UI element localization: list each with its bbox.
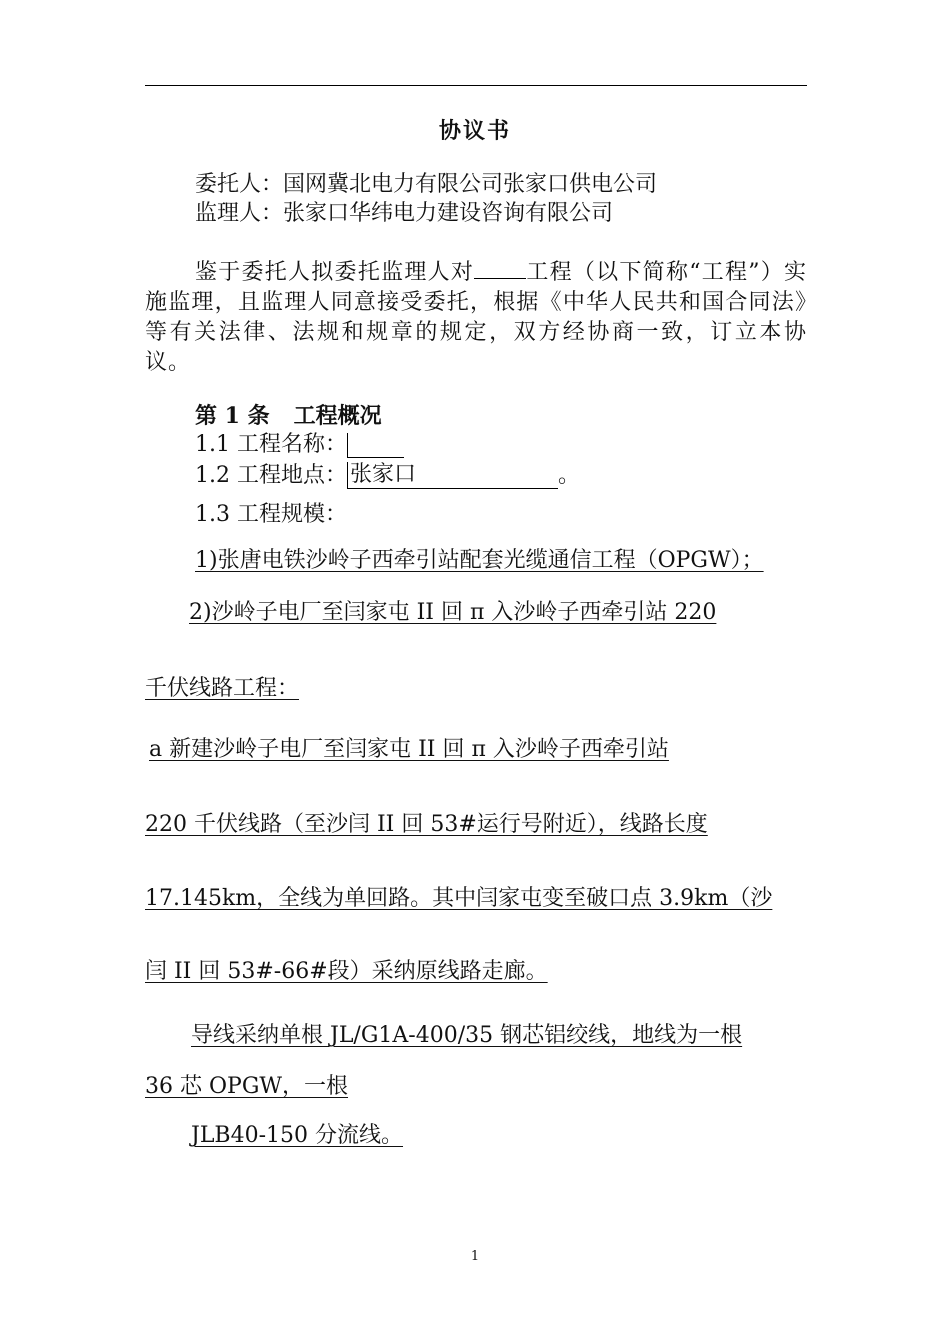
scope-line-9: 36 芯 OPGW，一根 bbox=[145, 1074, 349, 1099]
scope-line-10: JLB40-150 分流线。 bbox=[191, 1123, 404, 1148]
project-location-field bbox=[347, 462, 558, 489]
client-label: 委托人： bbox=[195, 172, 284, 197]
item-1-3-label: 1.3 工程规模： bbox=[195, 502, 347, 527]
scope-line-1: 1)张唐电铁沙岭子西牵引站配套光缆通信工程（OPGW）； bbox=[195, 548, 764, 573]
scope-line-2: 2)沙岭子电厂至闫家屯 II 回 π 入沙岭子西牵引站 220 bbox=[189, 600, 717, 625]
scope-line-5: 220 千伏线路（至沙闫 II 回 53#运行号附近），线路长度 bbox=[145, 812, 708, 837]
item-1-2 bbox=[195, 462, 580, 489]
item-1-2-label: 1.2 工程地点： bbox=[195, 463, 347, 488]
header-rule bbox=[145, 85, 807, 86]
project-location-value: 张家口 bbox=[349, 462, 416, 487]
article1-number: 第 1 条 bbox=[195, 403, 270, 429]
supervisor-label: 监理人： bbox=[195, 201, 284, 226]
client-name: 国网冀北电力有限公司张家口供电公司 bbox=[283, 172, 658, 197]
article1-heading bbox=[195, 403, 382, 429]
scope-line-4: a 新建沙岭子电厂至闫家屯 II 回 π 入沙岭子西牵引站 bbox=[149, 737, 669, 762]
preamble-part1: 鉴于委托人拟委托监理人对 bbox=[195, 260, 475, 285]
scope-line-6: 17.145km，全线为单回路。其中闫家屯变至破口点 3.9km（沙 bbox=[145, 886, 773, 911]
preamble-part2: 工程（以下简称“工程”）实施监理，且监理人同意接受委托，根据《中华人民共和国合同法》等有关法律、法规和规章的规定，双方经协商一致，订立本协议。 bbox=[145, 260, 807, 375]
document-title: 协议书 bbox=[438, 118, 511, 144]
item-1-1 bbox=[195, 432, 404, 458]
scope-line-8: 导线采纳单根 JL/G1A-400/35 钢芯铝绞线，地线为一根 bbox=[191, 1023, 743, 1048]
supervisor-name: 张家口华纬电力建设咨询有限公司 bbox=[283, 201, 614, 226]
scope-line-3: 千伏线路工程： bbox=[145, 676, 300, 701]
preamble-paragraph bbox=[145, 258, 807, 378]
article1-title: 工程概况 bbox=[293, 403, 382, 429]
project-name-field bbox=[347, 433, 404, 458]
item-1-3 bbox=[195, 502, 347, 528]
scope-line-7: 闫 II 回 53#-66#段）采纳原线路走廊。 bbox=[145, 959, 548, 984]
page-number: 1 bbox=[470, 1249, 480, 1264]
supervisor-line bbox=[195, 201, 613, 227]
client-line bbox=[195, 172, 657, 198]
item-1-1-label: 1.1 工程名称： bbox=[195, 432, 347, 457]
project-name-blank bbox=[474, 258, 526, 279]
item-1-2-period: 。 bbox=[557, 463, 580, 488]
